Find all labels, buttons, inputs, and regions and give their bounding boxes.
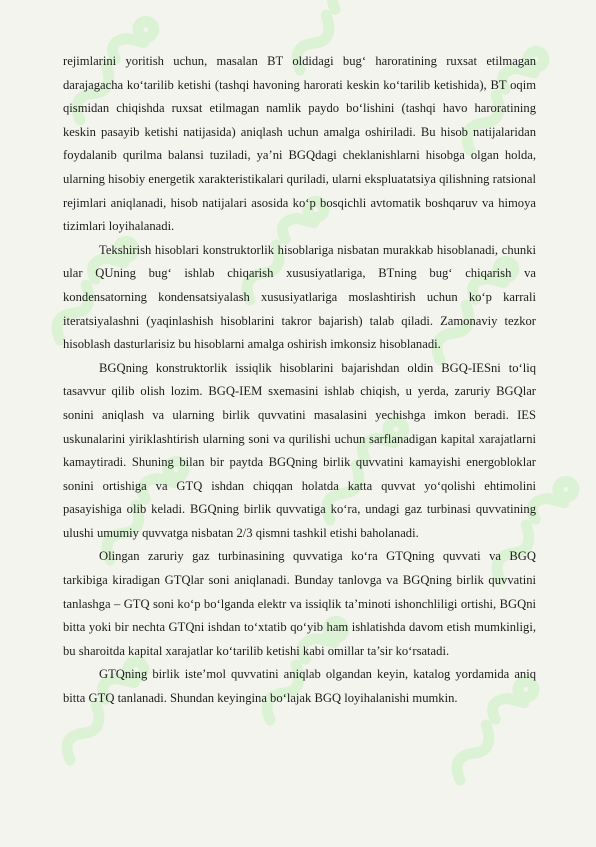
paragraph: rejimlarini yoritish uchun, masalan BT oldidagi bug‘ haroratining ruxsat etilmagan darajagacha ko‘tarilib ketishi (tashqi havoning harorati keskin ko‘tarilib ketishida), BT oqim qismidan chiqishda ruxsat etilmagan namlik paydo bo‘lishini (tashqi havo haroratining keskin pasayib ketishi natijasida) aniqlash uchun amalga oshiriladi. Bu hisob natijalaridan foydalanib qurilma balansi tuziladi, ya’ni BGQdagi cheklanishlarni hisobga olgan holda, ularning hisobiy energetik xarakteristikalari quriladi, ularni ekspluatatsiya qilishning ratsional rejimlari aniqlanadi, hisob natijalari asosida ko‘p bosqichli avtomatik boshqaruv va himoya tizimlari loyihalanadi.: [63, 54, 536, 234]
paragraph: Olingan zaruriy gaz turbinasining quvvatiga ko‘ra GTQning quvvati va BGQ tarkibiga kiradigan GTQlar soni aniqlanadi. Bunday tanlovga va BGQning birlik quvvatini tanlashga – GTQ soni ko‘p bo‘lganda elektr va issiqlik ta’minoti ishonchliligi ortishi, BGQni bitta yoki bir nechta GTQni ishdan to‘xtatib qo‘yib ham ishlatishda davom etish mumkinligi, bu sharoitda kapital xarajatlar ko‘tarilib ketishi kabi omillar ta’sir ko‘rsatadi.: [63, 549, 536, 658]
paragraph: GTQning birlik iste’mol quvvatini aniqlab olgandan keyin, katalog yordamida aniq bitta GTQ tanlanadi. Shundan keyingina bo‘lajak BGQ loyihalanishi mumkin.: [63, 667, 536, 706]
paragraph: BGQning konstruktorlik issiqlik hisoblarini bajarishdan oldin BGQ-IESni to‘liq tasavvur qilib olish lozim. BGQ-IEM sxemasini ishlab chiqish, u yerda, zaruriy BGQlar sonini aniqlash va ularning birlik quvvatini masalasini yechishga imkon beradi. IES uskunalarini yiriklashtirish ularning soni va qurilishi uchun sarflanadigan kapital xarajatlarni kamaytiradi. Shuning bilan bir paytda BGQning birlik quvvatini kamayishi energobloklar sonini ortishiga va GTQ ishdan chiqqan holatda katta quvvat yo‘qolishi ehtimolini pasayishiga olib keladi. BGQning birlik quvvatiga ko‘ra, undagi gaz turbinasi quvvatining ulushi umumiy quvvatga nisbatan 2/3 qismni tashkil etishi baholanadi.: [63, 360, 536, 540]
body-text: [63, 50, 536, 711]
paragraph: Tekshirish hisoblari konstruktorlik hisoblariga nisbatan murakkab hisoblanadi, chunki ular QUning bug‘ ishlab chiqarish xususiyatlariga, BTning bug‘ chiqarish va kondensatorning kondensatsiyalash xususiyatlariga moslashtirish uchun ko‘p karrali iteratsiyalashni (yaqinlashish hisoblarini takror bajarish) talab qiladi. Zamonaviy tezkor hisoblash dasturlarisiz bu hisoblarni amalga oshirish imkonsiz hisoblanadi.: [63, 242, 536, 352]
